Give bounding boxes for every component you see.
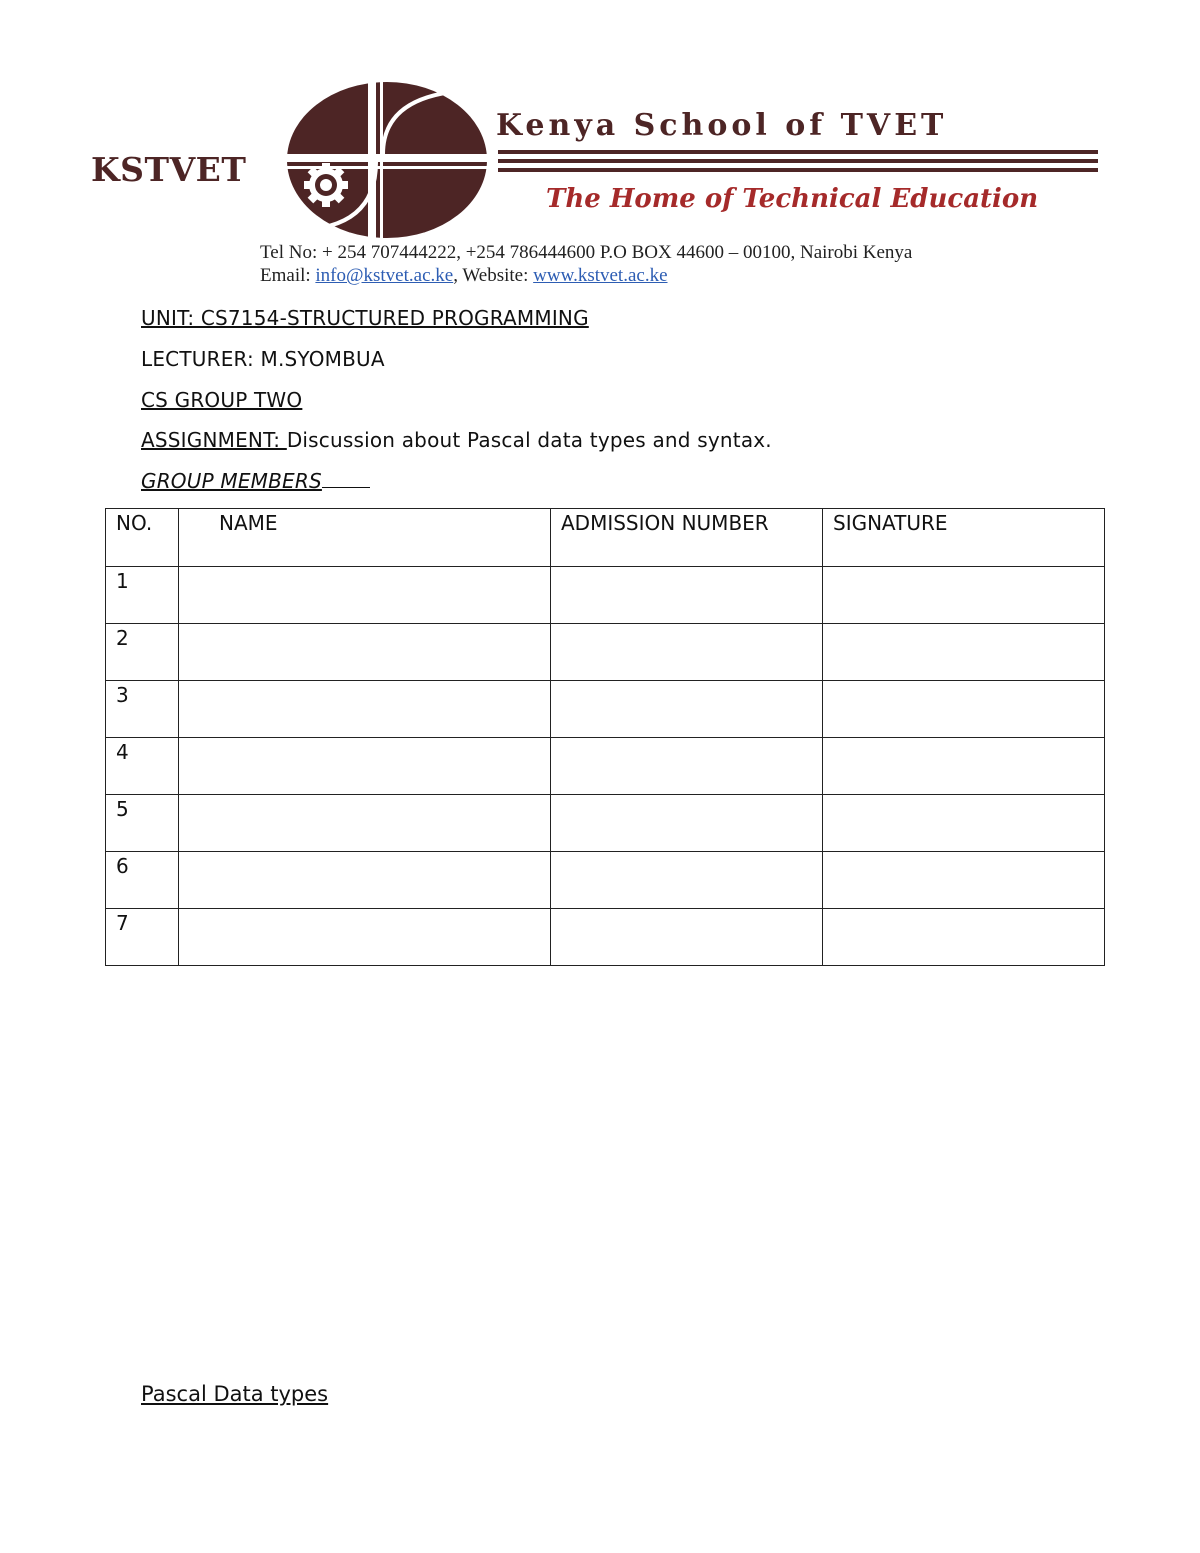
table-header-row (106, 509, 1105, 567)
table-row (106, 795, 1105, 852)
assignment-text: Discussion about Pascal data types and syntax. (286, 428, 772, 452)
assignment-line (141, 428, 772, 452)
table-row (106, 852, 1105, 909)
school-slogan: The Home of Technical Education (546, 184, 1039, 214)
admission-cell[interactable] (551, 795, 823, 852)
website-link[interactable]: www.kstvet.ac.ke (533, 265, 668, 286)
row-number: 4 (106, 738, 179, 795)
name-cell[interactable] (179, 567, 551, 624)
letterhead-rules (498, 150, 1098, 176)
admission-cell[interactable] (551, 909, 823, 966)
contact-email-line: Email: info@kstvet.ac.ke, Website: www.kstvet.ac.ke (260, 265, 668, 286)
logo-wordmark: KSTVET (91, 150, 247, 189)
table-row (106, 738, 1105, 795)
group-members-heading (141, 469, 370, 493)
row-number: 2 (106, 624, 179, 681)
admission-cell[interactable] (551, 738, 823, 795)
letterhead (88, 78, 1103, 293)
email-label: Email: (260, 265, 311, 286)
signature-cell[interactable] (823, 624, 1105, 681)
admission-cell[interactable] (551, 624, 823, 681)
signature-cell[interactable] (823, 909, 1105, 966)
name-cell[interactable] (179, 738, 551, 795)
header-admission: ADMISSION NUMBER (551, 509, 823, 567)
row-number: 6 (106, 852, 179, 909)
signature-cell[interactable] (823, 681, 1105, 738)
name-cell[interactable] (179, 624, 551, 681)
name-cell[interactable] (179, 681, 551, 738)
row-number: 5 (106, 795, 179, 852)
admission-cell[interactable] (551, 567, 823, 624)
assignment-label: ASSIGNMENT: (141, 428, 287, 452)
school-name: Kenya School of TVET (496, 108, 948, 143)
unit-line: UNIT: CS7154-STRUCTURED PROGRAMMING (141, 306, 589, 330)
table-row (106, 567, 1105, 624)
header-signature: SIGNATURE (823, 509, 1105, 567)
table-row (106, 624, 1105, 681)
name-cell[interactable] (179, 909, 551, 966)
contact-phone-line: Tel No: + 254 707444222, +254 786444600 P.O BOX 44600 – 00100, Nairobi Kenya (260, 242, 913, 263)
signature-cell[interactable] (823, 567, 1105, 624)
lecturer-line: LECTURER: M.SYOMBUA (141, 347, 385, 371)
table-row (106, 909, 1105, 966)
email-link[interactable]: info@kstvet.ac.ke (315, 265, 454, 286)
signature-cell[interactable] (823, 852, 1105, 909)
group-line: CS GROUP TWO (141, 388, 303, 412)
signature-cell[interactable] (823, 795, 1105, 852)
name-cell[interactable] (179, 852, 551, 909)
signature-cell[interactable] (823, 738, 1105, 795)
header-name: NAME (179, 509, 551, 567)
website-label: Website: (462, 265, 529, 286)
admission-cell[interactable] (551, 852, 823, 909)
name-cell[interactable] (179, 795, 551, 852)
table-row (106, 681, 1105, 738)
kstvet-logo-icon (284, 80, 489, 240)
group-members-label: GROUP MEMBERS (141, 469, 322, 493)
pascal-data-types-heading: Pascal Data types (141, 1382, 329, 1406)
row-number: 1 (106, 567, 179, 624)
admission-cell[interactable] (551, 681, 823, 738)
row-number: 3 (106, 681, 179, 738)
header-no: NO. (106, 509, 179, 567)
group-members-table (105, 508, 1105, 966)
row-number: 7 (106, 909, 179, 966)
